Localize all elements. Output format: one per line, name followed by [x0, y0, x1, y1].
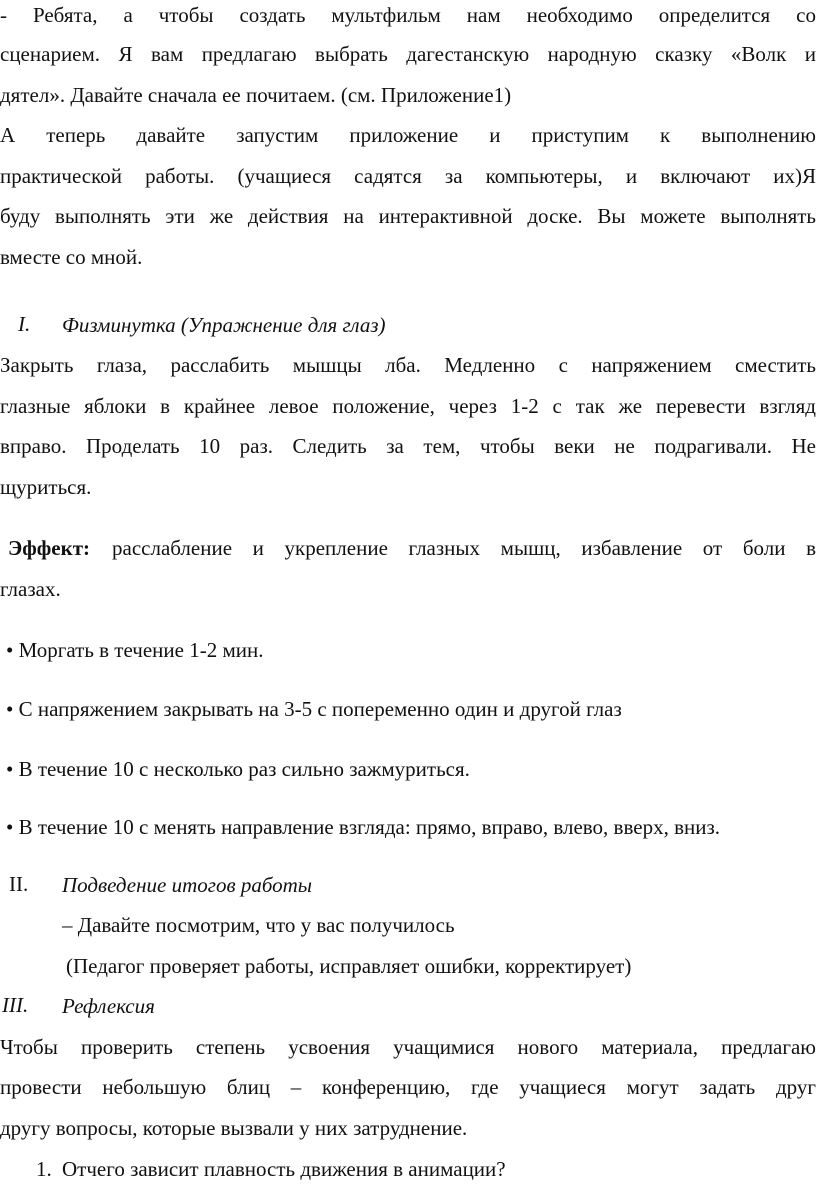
intro-line-1: - Ребята, а чтобы создать мультфильм нам необходимо определится со — [0, 3, 816, 27]
section-1-numeral: I. — [18, 312, 31, 336]
practice-line-4: вместе со мной. — [0, 245, 143, 269]
bullet-item-4: • В течение 10 с менять направление взгляда: прямо, вправо, влево, вверх, вниз. — [6, 815, 721, 839]
exercise-line-1: Закрыть глаза, расслабить мышцы лба. Медленно с напряжением сместить — [0, 353, 816, 377]
bullet-item-3: • В течение 10 с несколько раз сильно зажмуриться. — [6, 757, 470, 781]
section-3-title: Рефлексия — [62, 994, 155, 1018]
effect-line-2: глазах. — [0, 577, 61, 601]
practice-line-2: практической работы. (учащиеся садятся за компьютеры, и включают их)Я — [0, 164, 816, 188]
bullet-item-2: • С напряжением закрывать на 3-5 с попеременно один и другой глаз — [6, 697, 622, 721]
section-1-title: Физминутка (Упражнение для глаз) — [62, 313, 386, 337]
exercise-line-4: щуриться. — [0, 475, 92, 499]
effect-label: Эффект: — [8, 536, 91, 560]
reflection-line-2: провести небольшую блиц – конференцию, где учащиеся могут задать друг — [0, 1075, 816, 1099]
question-1-text: Отчего зависит плавность движения в анимации? — [62, 1157, 506, 1181]
summary-line-1: – Давайте посмотрим, что у вас получилось — [62, 913, 455, 937]
summary-line-2: (Педагог проверяет работы, исправляет ошибки, корректирует) — [66, 954, 632, 978]
bullet-item-1: • Моргать в течение 1-2 мин. — [6, 638, 264, 662]
intro-line-2: сценарием. Я вам предлагаю выбрать дагестанскую народную сказку «Волк и — [0, 42, 816, 66]
reflection-line-3: другу вопросы, которые вызвали у них затруднение. — [0, 1116, 468, 1140]
intro-line-3: дятел». Давайте сначала ее почитаем. (см. Приложение1) — [0, 83, 512, 107]
section-3-numeral: III. — [2, 993, 29, 1017]
practice-line-3: буду выполнять эти же действия на интерактивной доске. Вы можете выполнять — [0, 204, 816, 228]
question-1-number: 1. — [36, 1157, 52, 1181]
section-2-numeral: II. — [9, 872, 29, 896]
exercise-line-3: вправо. Проделать 10 раз. Следить за тем, чтобы веки не подрагивали. Не — [0, 434, 816, 458]
section-2-title: Подведение итогов работы — [62, 873, 313, 897]
practice-line-1: А теперь давайте запустим приложение и приступим к выполнению — [0, 123, 816, 147]
exercise-line-2: глазные яблоки в крайнее левое положение, через 1-2 с так же перевести взгляд — [0, 394, 816, 418]
reflection-line-1: Чтобы проверить степень усвоения учащимися нового материала, предлагаю — [0, 1035, 816, 1059]
effect-line-1: расслабление и укрепление глазных мышц, избавление от боли в — [112, 536, 816, 560]
